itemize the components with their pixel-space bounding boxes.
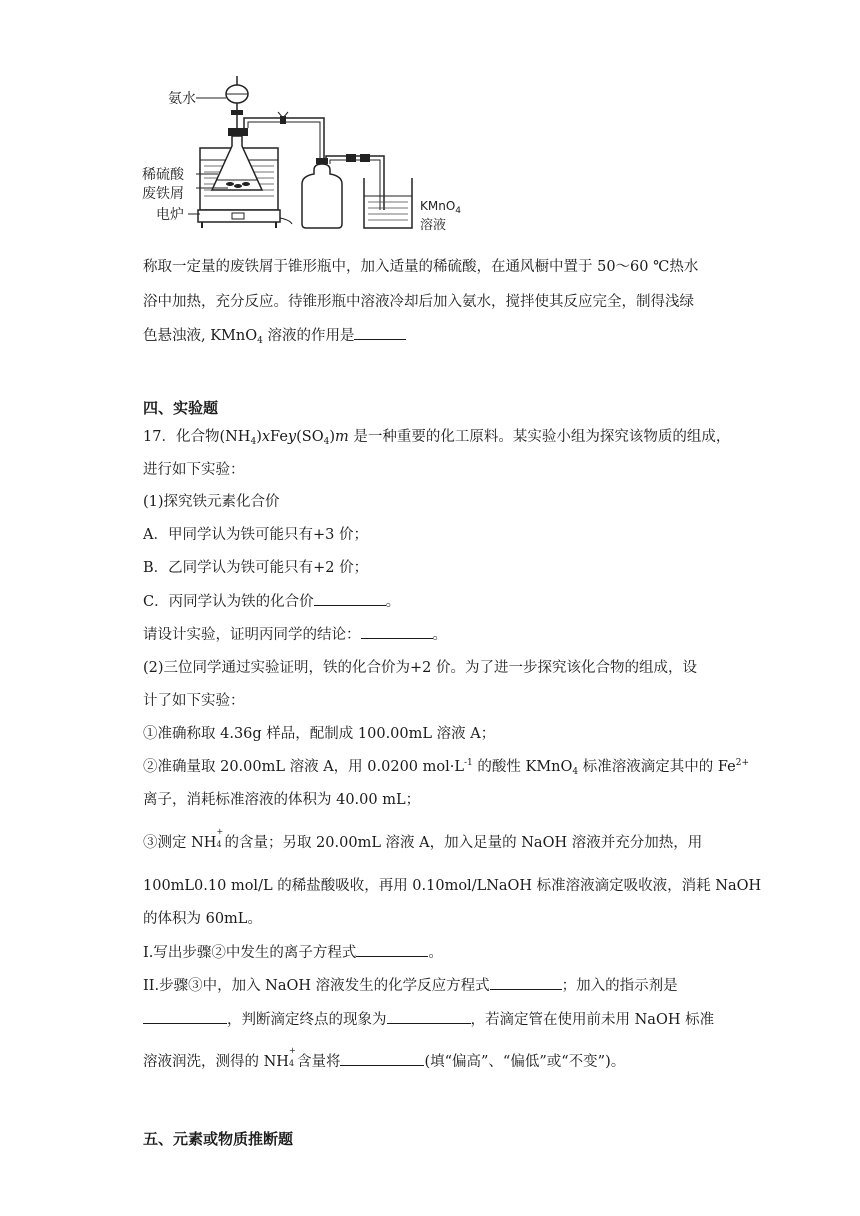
label-scrap-iron: 废铁屑 xyxy=(142,186,184,202)
section-5-title: 五、元素或物质推断题 xyxy=(143,1130,294,1148)
q17-design xyxy=(143,623,447,644)
q17-option-c xyxy=(143,590,400,611)
q17-stem-a: 17．化合物(NH xyxy=(143,429,251,445)
nh4-charge xyxy=(288,1046,297,1068)
q17-question-ii-f: 含量将 xyxy=(296,1054,341,1070)
q17-question-ii-e: 溶液润洗，测得的 NH xyxy=(143,1054,289,1070)
label-dilute-h2so4: 稀硫酸 xyxy=(142,167,184,183)
q17-stem-sub2: 4 xyxy=(323,437,330,447)
nh4-charge xyxy=(216,827,224,849)
answer-blank xyxy=(387,1009,471,1024)
label-kmno4-text: KMnO xyxy=(420,199,456,213)
label-kmno4 xyxy=(420,199,461,216)
label-kmno4-sub: 4 xyxy=(455,206,462,216)
intro-line-3-b: 溶液的作用是 xyxy=(262,328,355,344)
q17-step-2-a: ②准确量取 20.00mL 溶液 A，用 0.0200 mol·L xyxy=(143,759,464,775)
q17-stem-x: x xyxy=(261,429,271,445)
q17-option-c-a: C．丙同学认为铁的化合价 xyxy=(143,594,314,610)
q17-stem-y: y xyxy=(287,429,297,445)
q17-part-2-line-2: 计了如下实验： xyxy=(143,693,245,709)
q17-step-2-b: 的酸性 KMnO xyxy=(472,759,573,775)
q17-question-i xyxy=(143,941,443,962)
q17-question-ii-c: ，判断滴定终点的现象为 xyxy=(227,1012,387,1028)
apparatus-diagram xyxy=(138,72,478,240)
intro-line-3-sub: 4 xyxy=(257,336,263,346)
q17-design-a: 请设计实验，证明丙同学的结论： xyxy=(143,627,361,643)
q17-stem-line-1 xyxy=(143,425,730,447)
q17-option-c-b: 。 xyxy=(385,594,401,610)
q17-option-a: A．甲同学认为铁可能只有+3 价； xyxy=(143,527,368,543)
q17-question-ii-d: ，若滴定管在使用前未用 NaOH 标准 xyxy=(470,1012,715,1028)
q17-step-2-line-2: 离子，消耗标准溶液的体积为 40.00 mL； xyxy=(143,792,421,808)
q17-question-ii-a: II.步骤③中，加入 NaOH 溶液发生的化学反应方程式 xyxy=(143,978,490,994)
q17-step-2-c: 标准溶液滴定其中的 Fe xyxy=(578,759,736,775)
q17-stem-f: 是一种重要的化工原料。某实验小组为探究该物质的组成， xyxy=(348,429,731,445)
q17-step-2 xyxy=(143,755,749,777)
answer-blank xyxy=(143,1009,227,1024)
intro-line-2: 浴中加热，充分反应。待锥形瓶中溶液冷却后加入氨水，搅拌使其反应完全，制得浅绿 xyxy=(143,294,694,310)
q17-design-b: 。 xyxy=(432,627,447,643)
q17-step-3-a: ③测定 NH xyxy=(143,835,217,851)
q17-stem-d: (SO xyxy=(296,429,324,445)
q17-part-1: (1)探究铁元素化合价 xyxy=(143,494,280,510)
answer-blank xyxy=(361,624,433,639)
nh4-sub: 4 xyxy=(216,840,222,849)
q17-option-b: B．乙同学认为铁可能只有+2 价； xyxy=(143,560,369,576)
nh4-plus: + xyxy=(288,1046,296,1055)
intro-line-1: 称取一定量的废铁屑于锥形瓶中，加入适量的稀硫酸，在通风橱中置于 50～60 ℃热水 xyxy=(143,259,699,275)
intro-line-3 xyxy=(143,324,406,346)
q17-step-3 xyxy=(143,827,703,852)
q17-question-ii-line-2 xyxy=(143,1008,714,1029)
q17-step-2-sup: -1 xyxy=(464,758,473,768)
q17-stem-e: ) xyxy=(329,429,335,445)
q17-question-i-b: 。 xyxy=(428,945,443,961)
answer-blank xyxy=(314,591,386,606)
section-4-title: 四、实验题 xyxy=(143,399,219,417)
answer-blank xyxy=(340,1051,424,1066)
answer-blank xyxy=(354,325,406,340)
label-ammonia: 氨水 xyxy=(168,91,196,107)
answer-blank xyxy=(490,975,562,990)
label-solution: 溶液 xyxy=(420,218,447,233)
q17-step-1: ①准确称取 4.36g 样品，配制成 100.00mL 溶液 A； xyxy=(143,726,496,742)
answer-blank xyxy=(356,942,428,957)
q17-stem-m: m xyxy=(335,429,349,445)
nh4-sub: 4 xyxy=(288,1059,295,1068)
q17-question-ii xyxy=(143,974,678,995)
apparatus-figure xyxy=(138,72,478,240)
q17-stem-sub1: 4 xyxy=(250,437,257,447)
q17-question-ii-b: ；加入的指示剂是 xyxy=(561,978,678,994)
q17-part-2-line-1: (2)三位同学通过实验证明，铁的化合价为+2 价。为了进一步探究该化合物的组成，设 xyxy=(143,660,698,676)
q17-stem-b: ) xyxy=(256,429,262,445)
intro-line-3-a: 色悬浊液, KMnO xyxy=(143,328,258,344)
q17-step-3-line-3: 的体积为 60mL。 xyxy=(143,911,262,927)
q17-question-i-a: I.写出步骤②中发生的离子方程式 xyxy=(143,945,357,961)
q17-question-ii-line-3 xyxy=(143,1046,626,1071)
q17-step-2-sub: 4 xyxy=(572,767,579,777)
q17-question-ii-g: (填“偏高”、“偏低”或“不变”)。 xyxy=(424,1054,626,1070)
q17-step-3-b: 的含量；另取 20.00mL 溶液 A，加入足量的 NaOH 溶液并充分加热，用 xyxy=(224,835,703,851)
nh4-plus: + xyxy=(216,827,224,836)
q17-stem-line-2: 进行如下实验： xyxy=(143,462,245,478)
q17-step-2-sup2: 2+ xyxy=(735,758,749,768)
q17-step-3-line-2: 100mL0.10 mol/L 的稀盐酸吸收，再用 0.10mol/LNaOH 标准溶液滴定吸收液，消耗 NaOH xyxy=(143,878,762,894)
q17-stem-c: Fe xyxy=(270,429,288,445)
label-electric-stove: 电炉 xyxy=(156,207,184,223)
